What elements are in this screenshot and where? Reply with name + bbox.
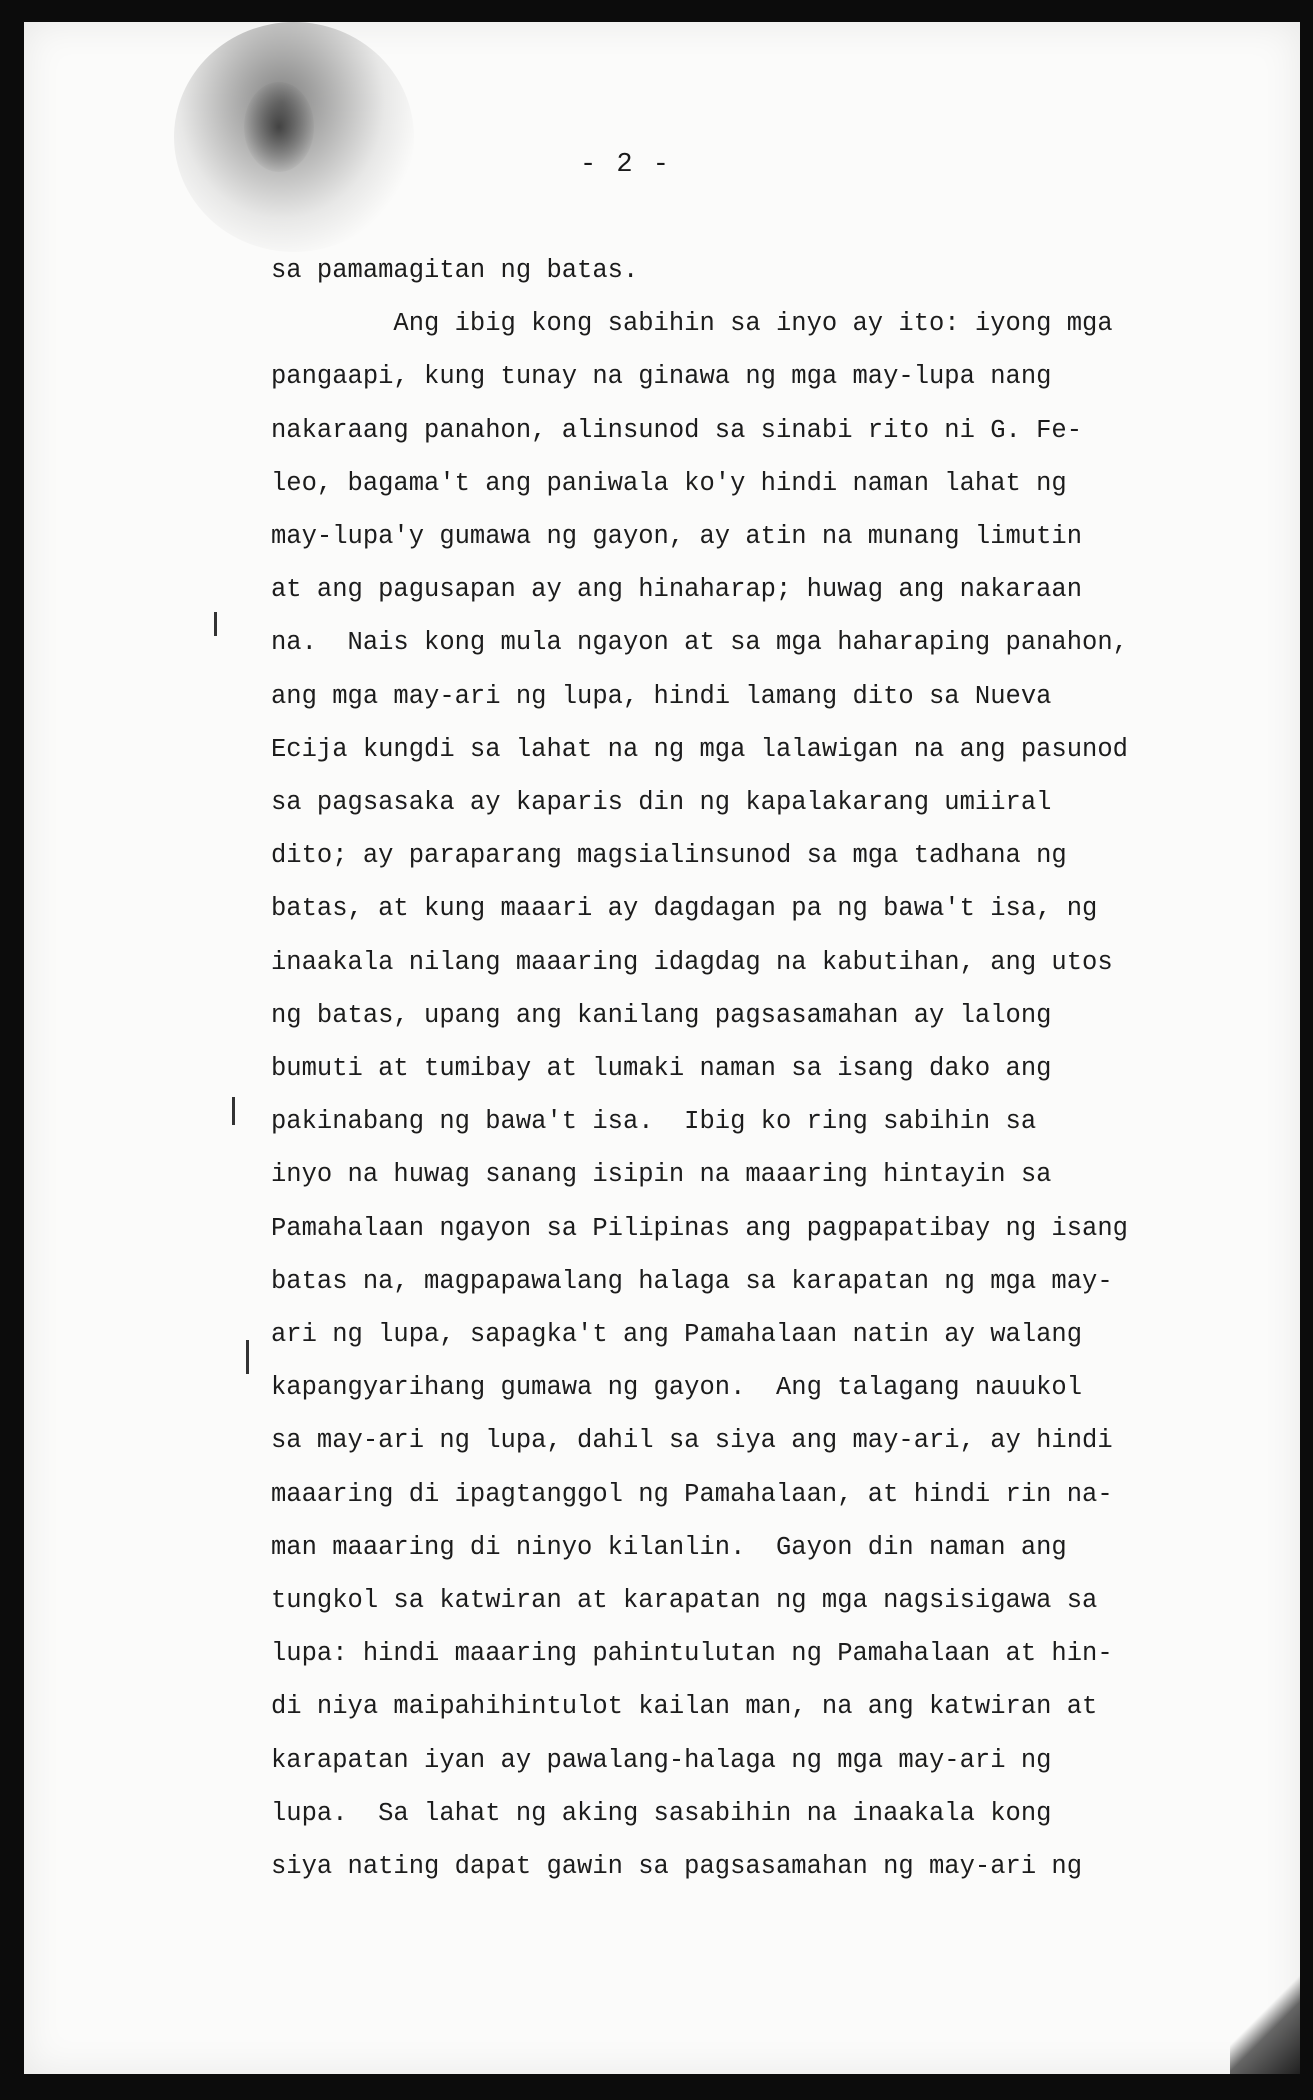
text-line: nakaraang panahon, alinsunod sa sinabi rito ni G. Fe- (271, 415, 1083, 445)
text-line: Ang ibig kong sabihin sa inyo ay ito: iyong mga (271, 309, 1113, 339)
text-line: pangaapi, kung tunay na ginawa ng mga may-lupa nang (271, 362, 1052, 392)
text-line: lupa. Sa lahat ng aking sasabihin na inaakala kong (271, 1798, 1052, 1828)
margin-mark (246, 1340, 249, 1374)
text-line: inaakala nilang maaaring idagdag na kabutihan, ang utos (271, 947, 1113, 977)
body-text (271, 244, 1251, 1893)
text-line: batas, at kung maaari ay dagdagan pa ng bawa't isa, ng (271, 894, 1098, 924)
text-line: inyo na huwag sanang isipin na maaaring hintayin sa (271, 1160, 1052, 1190)
text-line: bumuti at tumibay at lumaki naman sa isang dako ang (271, 1054, 1052, 1084)
text-line: leo, bagama't ang paniwala ko'y hindi naman lahat ng (271, 468, 1067, 498)
text-line: may-lupa'y gumawa ng gayon, ay atin na munang limutin (271, 522, 1083, 552)
document-page (24, 22, 1300, 2074)
text-line: at ang pagusapan ay ang hinaharap; huwag ang nakaraan (271, 575, 1083, 605)
text-line: ari ng lupa, sapagka't ang Pamahalaan natin ay walang (271, 1320, 1083, 1350)
text-line: sa may-ari ng lupa, dahil sa siya ang may-ari, ay hindi (271, 1426, 1113, 1456)
text-line: karapatan iyan ay pawalang-halaga ng mga may-ari ng (271, 1745, 1052, 1775)
text-line: sa pamamagitan ng batas. (271, 256, 639, 285)
text-line: kapangyarihang gumawa ng gayon. Ang talagang nauukol (271, 1373, 1083, 1403)
text-line: ng batas, upang ang kanilang pagsasamahan ay lalong (271, 1000, 1052, 1030)
text-line: ang mga may-ari ng lupa, hindi lamang dito sa Nueva (271, 681, 1052, 711)
text-line: di niya maipahihintulot kailan man, na ang katwiran at (271, 1692, 1098, 1722)
text-line: man maaaring di ninyo kilanlin. Gayon din naman ang (271, 1532, 1067, 1562)
page-number: - 2 - (580, 150, 672, 180)
text-line: tungkol sa katwiran at karapatan ng mga nagsisigawa sa (271, 1586, 1098, 1616)
margin-mark (232, 1097, 235, 1125)
text-line: Ecija kungdi sa lahat na ng mga lalawigan na ang pasunod (271, 734, 1128, 764)
text-line: Pamahalaan ngayon sa Pilipinas ang pagpapatibay ng isang (271, 1213, 1128, 1243)
text-line: maaaring di ipagtanggol ng Pamahalaan, at hindi rin na- (271, 1479, 1113, 1509)
margin-mark (214, 612, 217, 636)
text-line: batas na, magpapawalang halaga sa karapatan ng mga may- (271, 1266, 1113, 1296)
text-line: dito; ay paraparang magsialinsunod sa mga tadhana ng (271, 841, 1067, 871)
ink-blot (244, 82, 314, 172)
text-line: sa pagsasaka ay kaparis din ng kapalakarang umiiral (271, 788, 1052, 818)
page-corner-fold (1230, 1964, 1300, 2074)
text-line: siya nating dapat gawin sa pagsasamahan ng may-ari ng (271, 1852, 1083, 1882)
text-line: pakinabang ng bawa't isa. Ibig ko ring sabihin sa (271, 1107, 1037, 1137)
text-line: na. Nais kong mula ngayon at sa mga haharaping panahon, (271, 628, 1128, 658)
text-line: lupa: hindi maaaring pahintulutan ng Pamahalaan at hin- (271, 1639, 1113, 1669)
